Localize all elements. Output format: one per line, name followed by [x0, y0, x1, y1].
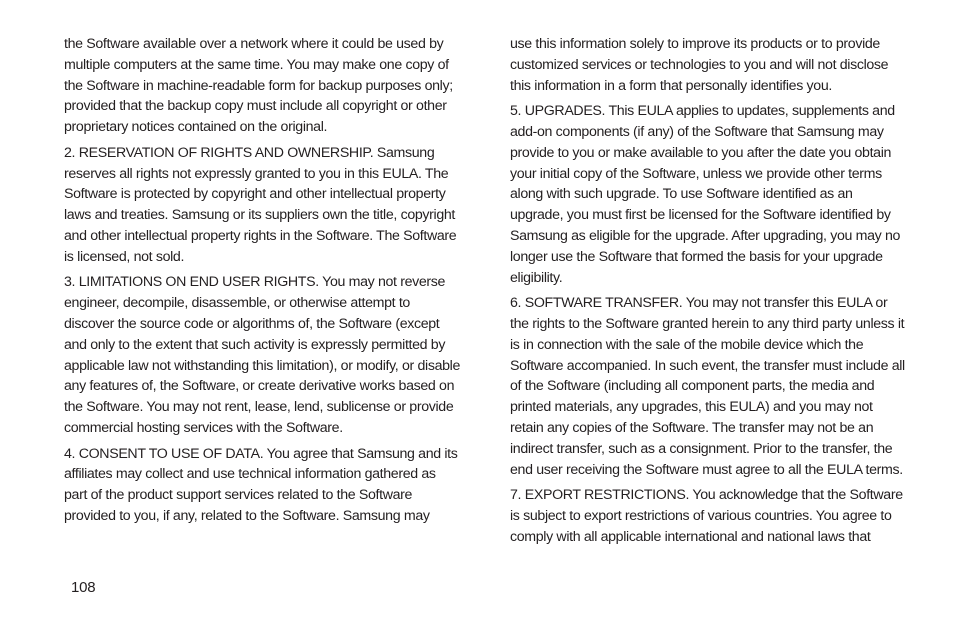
left-paragraph-continuation: the Software available over a network where it could be used by multiple computers at the same time. You may make one copy of the Software in machine-readable form for backup purposes only; provided that the backup copy must include all copyright or other proprietary notices contained on the original.	[64, 36, 453, 136]
page-number: 108	[71, 579, 96, 596]
section-6-software-transfer: 6. SOFTWARE TRANSFER. You may not transfer this EULA or the rights to the Software granted herein to any third party unless it is in connection with the sale of the mobile device which the Software accompanied. In such event, the transfer must include all of the Software (including all component parts, the media and printed materials, any upgrades, this EULA) and you may not retain any copies of the Software. The transfer may not be an indirect transfer, such as a consignment. Prior to the transfer, the end user receiving the Software must agree to all the EULA terms.	[510, 295, 905, 478]
section-7-export-restrictions: 7. EXPORT RESTRICTIONS. You acknowledge that the Software is subject to export restrictions of various countries. You agree to comply with all applicable international and national laws that	[510, 487, 903, 545]
section-5-upgrades: 5. UPGRADES. This EULA applies to updates, supplements and add-on components (if any) of the Software that Samsung may provide to you or make available to you after the date you obtain your initial copy of the Software, unless we provide other terms along with such upgrade. To use Software identified as an upgrade, you must first be licensed for the Software identified by Samsung as eligible for the upgrade. After upgrading, you may no longer use the Software that formed the basis for your upgrade eligibility.	[510, 103, 901, 286]
right-paragraph-continuation: use this information solely to improve its products or to provide customized services or technologies to you and will not disclose this information in a form that personally identifies you.	[510, 36, 889, 94]
right-column	[510, 34, 908, 552]
section-3-limitations-on-end-user-rights: 3. LIMITATIONS ON END USER RIGHTS. You may not reverse engineer, decompile, disassemble, or otherwise attempt to discover the source code or algorithms of, the Software (except and only to the extent that such activity is expressly permitted by applicable law not withstanding this limitation), or modify, or disable any features of, the Software, or create derivative works based on the Software. You may not rent, lease, lend, sublicense or provide commercial hosting services with the Software.	[64, 274, 460, 436]
left-column	[64, 34, 462, 532]
section-2-reservation-of-rights: 2. RESERVATION OF RIGHTS AND OWNERSHIP. Samsung reserves all rights not expressly granted to you in this EULA. The Software is protected by copyright and other intellectual property laws and treaties. Samsung or its suppliers own the title, copyright and other intellectual property rights in the Software. The Software is licensed, not sold.	[64, 144, 457, 265]
section-4-consent-to-use-of-data: 4. CONSENT TO USE OF DATA. You agree that Samsung and its affiliates may collect and use technical information gathered as part of the product support services related to the Software provided to you, if any, related to the Software. Samsung may	[64, 445, 458, 524]
